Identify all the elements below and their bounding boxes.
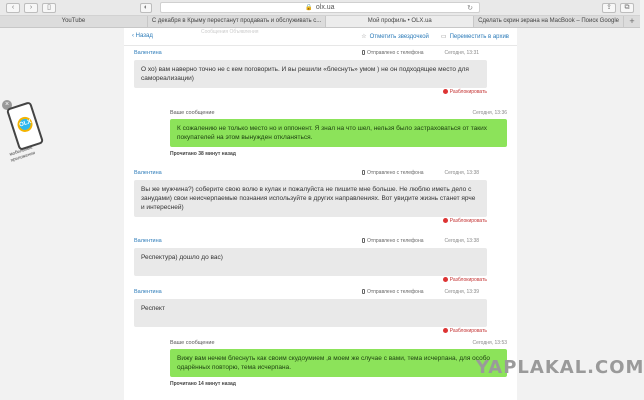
tab-bar xyxy=(0,16,640,28)
archive-button[interactable] xyxy=(441,33,509,40)
block-icon xyxy=(443,328,448,333)
sidebar-icon[interactable]: ▯ xyxy=(42,3,56,13)
message-meta xyxy=(134,50,507,60)
share-icon[interactable]: ⇪ xyxy=(602,3,616,13)
unblock-label: Разблокировать xyxy=(449,218,487,224)
sent-from-phone xyxy=(362,170,424,176)
phone-small-icon xyxy=(362,50,365,55)
source-label: Отправлено с телефона xyxy=(367,50,424,56)
close-icon[interactable]: × xyxy=(2,100,12,110)
unblock-button[interactable] xyxy=(443,217,487,226)
new-tab-icon[interactable]: + xyxy=(629,16,635,26)
message-item xyxy=(134,289,507,334)
archive-label: Переместить в архив xyxy=(449,34,509,40)
browser-toolbar xyxy=(0,0,640,16)
block-icon xyxy=(443,89,448,94)
message-bubble xyxy=(134,299,487,334)
unblock-label: Разблокировать xyxy=(449,277,487,283)
unblock-label: Разблокировать xyxy=(449,89,487,95)
address-bar[interactable] xyxy=(160,2,480,13)
archive-icon: ▭ xyxy=(440,34,447,40)
own-message-bubble xyxy=(170,119,507,147)
forward-arrow-icon[interactable]: › xyxy=(24,3,38,13)
conversation-header xyxy=(124,28,517,46)
phone-small-icon xyxy=(362,289,365,294)
unblock-label: Разблокировать xyxy=(449,328,487,334)
author-name[interactable]: Валентина xyxy=(134,170,162,176)
ghost-nav-text: Сообщения Объявления xyxy=(201,29,259,35)
message-text: Респект xyxy=(141,305,165,312)
mobile-app-ad[interactable] xyxy=(2,100,46,180)
message-date: Сегодня, 13:38 xyxy=(444,238,479,244)
reload-icon[interactable]: ↻ xyxy=(467,5,473,12)
author-name[interactable]: Валентина xyxy=(134,238,162,244)
sent-from-phone xyxy=(362,289,424,295)
privacy-group xyxy=(140,3,152,13)
olx-logo: OLX xyxy=(16,115,35,134)
star-button[interactable] xyxy=(361,33,429,40)
message-date: Сегодня, 13:39 xyxy=(444,289,479,295)
read-status: Прочитано 38 минут назад xyxy=(170,151,236,157)
sent-from-phone xyxy=(362,50,424,56)
unblock-button[interactable] xyxy=(443,276,487,285)
star-icon: ☆ xyxy=(361,34,367,40)
nav-buttons xyxy=(6,3,56,13)
header-actions xyxy=(361,33,509,40)
url-text: olx.ua xyxy=(315,4,335,11)
source-label: Отправлено с телефона xyxy=(367,238,424,244)
message-date: Сегодня, 13:38 xyxy=(444,170,479,176)
own-message-title: Ваше сообщение xyxy=(170,340,215,346)
tab-crimea-news[interactable]: С декабря в Крыму перестанут продавать и обслуживать с... xyxy=(148,16,326,27)
message-date: Сегодня, 13:36 xyxy=(472,110,507,116)
tabs-overview-icon[interactable]: ⧉ xyxy=(620,3,634,13)
read-status: Прочитано 14 минут назад xyxy=(170,381,236,387)
toolbar-right xyxy=(602,3,634,13)
message-meta xyxy=(134,238,507,248)
watermark-logo: YAPLAKAL.COM xyxy=(476,357,644,378)
own-message-title: Ваше сообщение xyxy=(170,110,215,116)
source-label: Отправлено с телефона xyxy=(367,170,424,176)
own-message-bubble xyxy=(170,349,507,377)
author-name[interactable]: Валентина xyxy=(134,50,162,56)
phone-small-icon xyxy=(362,238,365,243)
phone-small-icon xyxy=(362,170,365,175)
message-bubble xyxy=(134,60,487,95)
unblock-button[interactable] xyxy=(443,88,487,97)
message-text: К сожалению не только место но и оппонент. Я знал на что шел, нельзя было застраховаться от таких покупателей на этом вынужден откланяться. xyxy=(177,125,487,141)
block-icon xyxy=(443,277,448,282)
message-text: Респектура) дошло до вас) xyxy=(141,254,223,261)
back-link[interactable]: ‹ Назад xyxy=(132,33,153,39)
message-text: Вижу вам нечем блеснуть как своим скудоумием ,в моем же случае с вами, тема исчерпана, для особо одарённых повторю, тема исчерпана. xyxy=(177,355,491,371)
tab-youtube[interactable]: YouTube xyxy=(0,16,148,27)
own-message-meta xyxy=(170,340,507,349)
ad-caption: мобильные приложения xyxy=(8,144,36,163)
own-message-item xyxy=(170,110,507,157)
sent-from-phone xyxy=(362,238,424,244)
message-meta xyxy=(134,289,507,299)
tab-google-search[interactable]: Сделать скрин экрана на MacBook – Поиск Google xyxy=(474,16,624,27)
back-label: Назад xyxy=(135,33,153,39)
source-label: Отправлено с телефона xyxy=(367,289,424,295)
message-item xyxy=(134,170,507,224)
message-text: Вы же мужчина?) соберите свою волю в кулак и пожалуйста не пишите мне больше. Не люблю иметь дело с занудами) свои неисчерпаемые познания используйте в других направлениях. Вот увидите жизнь станет ярче и интересней) xyxy=(141,186,476,211)
conversation-page xyxy=(124,28,517,400)
tab-olx-profile[interactable]: Мой профиль • OLX.ua xyxy=(326,16,474,27)
author-name[interactable]: Валентина xyxy=(134,289,162,295)
message-bubble xyxy=(134,180,487,224)
own-message-meta xyxy=(170,110,507,119)
back-arrow-icon[interactable]: ‹ xyxy=(6,3,20,13)
message-item xyxy=(134,50,507,95)
message-item xyxy=(134,238,507,283)
unblock-button[interactable] xyxy=(443,327,487,336)
star-label: Отметить звездочкой xyxy=(369,34,429,40)
lock-icon: 🔒 xyxy=(305,5,313,11)
privacy-icon[interactable]: ◐ xyxy=(140,3,152,13)
message-date: Сегодня, 13:31 xyxy=(444,50,479,56)
message-text: О хо) вам наверно точно не с кем поговорить. И вы решили «блеснуть» умом ) не он подходящее место для самореализации) xyxy=(141,66,469,82)
message-meta xyxy=(134,170,507,180)
message-bubble xyxy=(134,248,487,283)
message-date: Сегодня, 13:53 xyxy=(472,340,507,346)
own-message-item xyxy=(170,340,507,387)
block-icon xyxy=(443,218,448,223)
